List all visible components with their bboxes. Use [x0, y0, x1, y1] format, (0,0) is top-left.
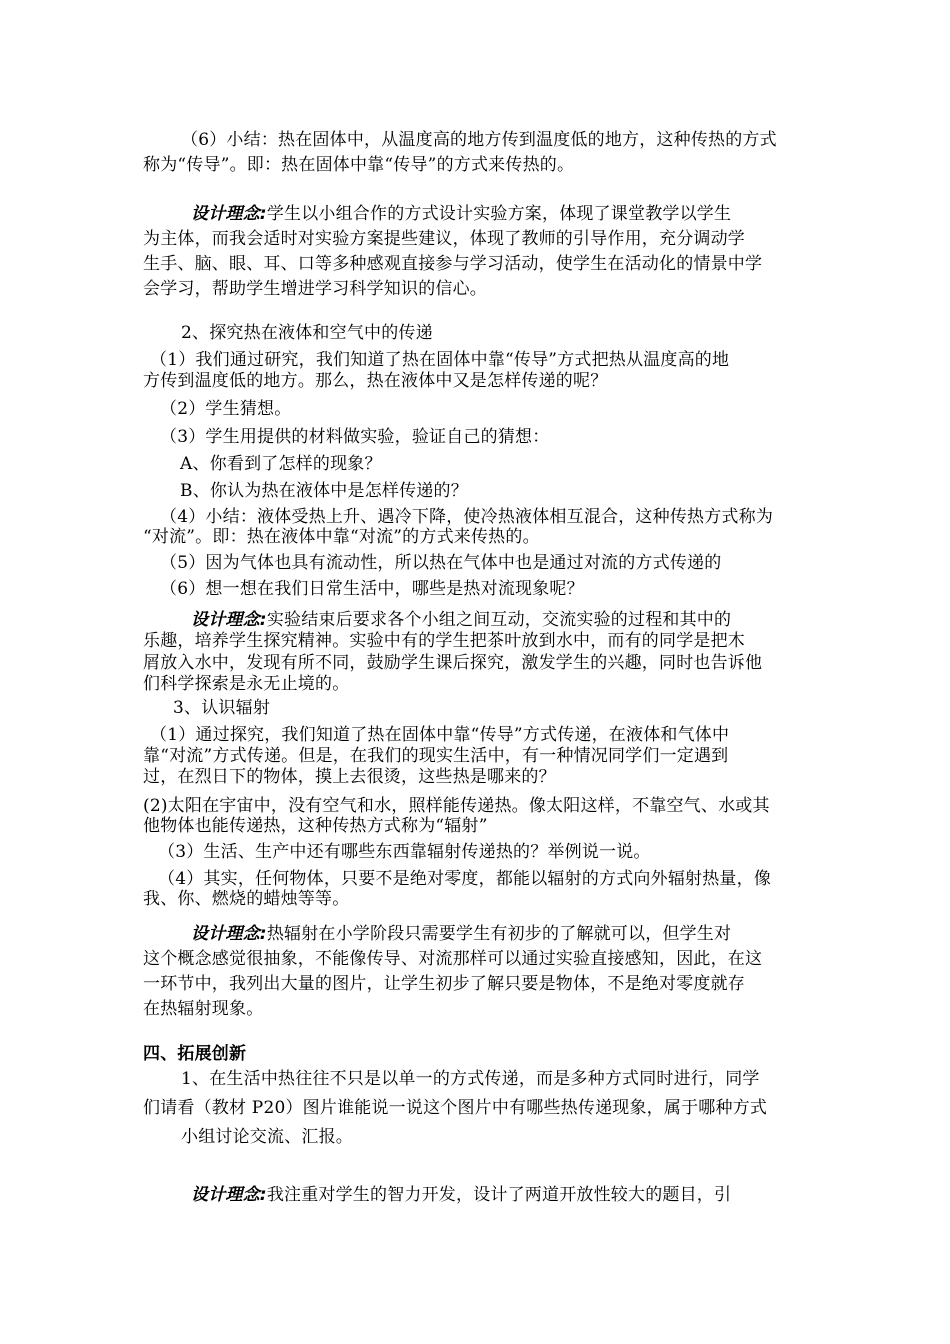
- design-concept-label: 设计理念:: [191, 610, 267, 630]
- section-title: 2、探究热在液体和空气中的传递: [181, 323, 433, 343]
- paragraph-line: 1、在生活中热往往不只是以单一的方式传递，而是多种方式同时进行，同学: [181, 1069, 760, 1089]
- design-concept-paragraph: [191, 923, 731, 945]
- paragraph-line: （2）学生猜想。: [160, 399, 292, 419]
- design-concept-paragraph: [191, 203, 731, 225]
- paragraph-line: “对流”。即：热在液体中靠“对流”的方式来传热的。: [143, 527, 540, 547]
- design-concept-paragraph: [191, 1184, 731, 1206]
- paragraph-line: 小组讨论交流、汇报。: [181, 1127, 353, 1147]
- design-concept-text: 实验结束后要求各个小组之间互动，交流实验的过程和其中的: [266, 610, 732, 630]
- paragraph-line: （4）小结：液体受热上升、遇冷下降，使冷热液体相互混合，这种传热方式称为: [160, 507, 774, 527]
- paragraph-line: 他物体也能传递热，这种传热方式称为“辐射”: [143, 816, 488, 836]
- list-item: B、你认为热在液体中是怎样传递的？: [180, 481, 468, 501]
- paragraph-line: (2)太阳在宇宙中，没有空气和水，照样能传递热。像太阳这样，不靠空气、水或其: [143, 796, 770, 816]
- design-concept-text: 学生以小组合作的方式设计实验方案，体现了课堂教学以学生: [266, 204, 732, 224]
- paragraph-line: 我、你、燃烧的蜡烛等等。: [143, 889, 350, 909]
- design-concept-label: 设计理念:: [191, 924, 267, 944]
- design-concept-line: 屑放入水中，发现有所不同，鼓励学生课后探究，激发学生的兴趣，同时也告诉他: [143, 653, 763, 673]
- paragraph-line: （1）我们通过研究，我们知道了热在固体中靠“传导”方式把热从温度高的地: [150, 350, 730, 370]
- summary-line: （6）小结：热在固体中，从温度高的地方传到温度低的地方，这种传热的方式: [181, 130, 777, 150]
- section-title: 3、认识辐射: [173, 698, 271, 718]
- design-concept-line: 为主体，而我会适时对实验方案提些建议，体现了教师的引导作用，充分调动学: [143, 229, 745, 249]
- paragraph-line: （6）想一想在我们日常生活中，哪些是热对流现象呢？: [160, 579, 584, 599]
- design-concept-label: 设计理念:: [191, 204, 267, 224]
- summary-line: 称为“传导”。即：热在固体中靠“传导”的方式来传热的。: [143, 155, 575, 175]
- paragraph-line: （3）生活、生产中还有哪些东西靠辐射传递热的？举例说一说。: [158, 842, 651, 862]
- paragraph-line: 靠“对流”方式传递。但是，在我们的现实生活中，有一种情况同学们一定遇到: [143, 746, 729, 766]
- list-item: A、你看到了怎样的现象？: [180, 454, 382, 474]
- paragraph-line: （5）因为气体也具有流动性，所以热在气体中也是通过对流的方式传递的: [160, 553, 722, 573]
- design-concept-line: 们科学探索是永无止境的。: [143, 674, 350, 694]
- paragraph-line: 们请看（教材 P20）图片谁能说一说这个图片中有哪些热传递现象，属于哪种方式: [143, 1098, 768, 1118]
- paragraph-line: 过，在烈日下的物体，摸上去很烫，这些热是哪来的？: [143, 767, 556, 787]
- design-concept-text: 我注重对学生的智力开发，设计了两道开放性较大的题目，引: [266, 1185, 732, 1205]
- section-heading: 四、拓展创新: [143, 1044, 247, 1064]
- paragraph-line: （4）其实，任何物体，只要不是绝对零度，都能以辐射的方式向外辐射热量，像: [158, 869, 772, 889]
- design-concept-line: 乐趣，培养学生探究精神。实验中有的学生把茶叶放到水中，而有的同学是把木: [143, 631, 745, 651]
- design-concept-paragraph: [191, 609, 731, 631]
- design-concept-line: 生手、脑、眼、耳、口等多种感观直接参与学习活动，使学生在活动化的情景中学: [143, 254, 763, 274]
- design-concept-line: 这个概念感觉很抽象，不能像传导、对流那样可以通过实验直接感知，因此，在这: [143, 949, 763, 969]
- paragraph-line: 方传到温度低的地方。那么，热在液体中又是怎样传递的呢？: [143, 371, 608, 391]
- paragraph-line: （1）通过探究，我们知道了热在固体中靠“传导”方式传递，在液体和气体中: [150, 725, 730, 745]
- design-concept-line: 在热辐射现象。: [143, 999, 264, 1019]
- design-concept-text: 热辐射在小学阶段只需要学生有初步的了解就可以，但学生对: [266, 924, 732, 944]
- design-concept-label: 设计理念:: [191, 1185, 267, 1205]
- paragraph-line: （3）学生用提供的材料做实验，验证自己的猜想：: [160, 427, 550, 447]
- design-concept-line: 一环节中，我列出大量的图片，让学生初步了解只要是物体，不是绝对零度就存: [143, 974, 745, 994]
- design-concept-line: 会学习，帮助学生增进学习科学知识的信心。: [143, 279, 487, 299]
